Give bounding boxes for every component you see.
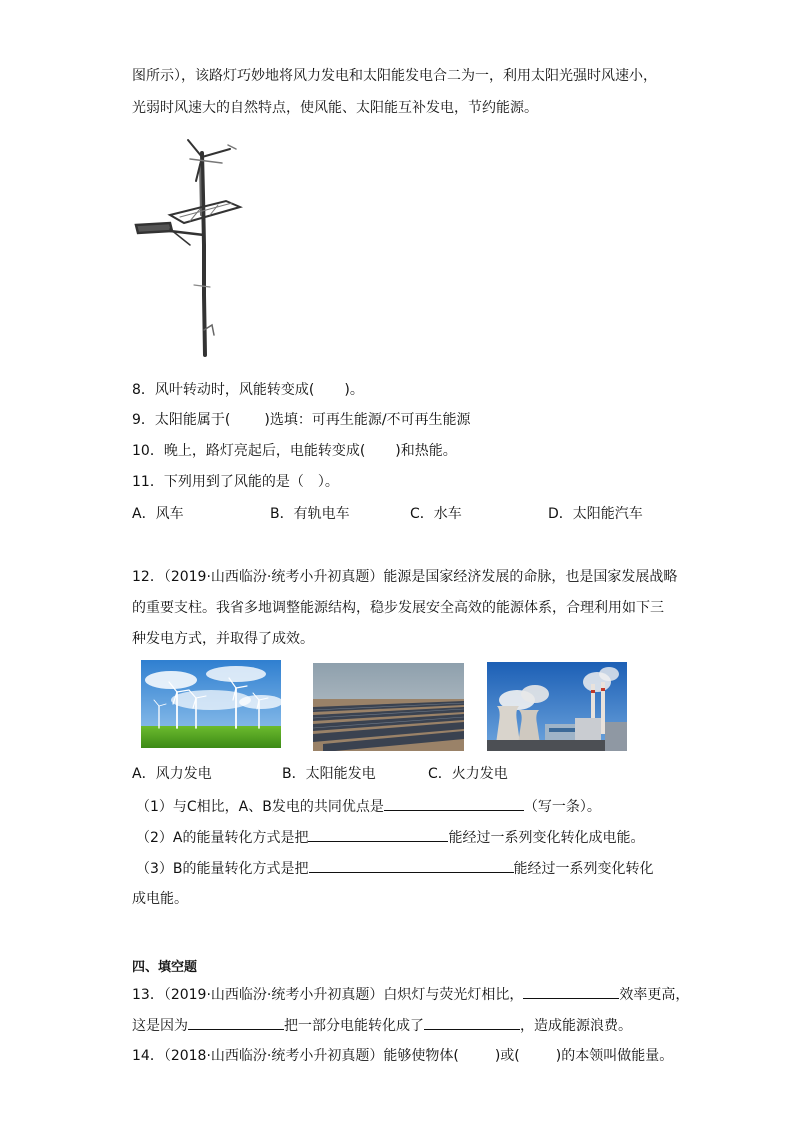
solar-power-photo (313, 663, 464, 751)
question-10-text-before: 10．晚上，路灯亮起后，电能转变成( (132, 443, 366, 459)
thermal-power-photo (487, 662, 627, 751)
question-9-text-after: )选填：可再生能源/不可再生能源 (264, 412, 471, 428)
question-13-text-before: 13．（2019·山西临汾·统考小升初真题）白炽灯与荧光灯相比， (132, 987, 524, 1003)
question-9-text-before: 9．太阳能属于( (132, 412, 231, 428)
question-11-option-d[interactable]: D．太阳能汽车 (548, 506, 643, 522)
question-12-sub-1-blank[interactable] (384, 796, 524, 811)
question-8 (132, 380, 364, 400)
question-13-blank-1[interactable] (523, 984, 619, 999)
question-14-text-before: 14．（2018·山西临汾·统考小升初真题）能够使物体( (132, 1048, 459, 1064)
question-13-line-2-before: 这是因为 (132, 1018, 188, 1034)
question-14-blank-1[interactable] (459, 1046, 495, 1060)
question-8-blank[interactable] (314, 380, 344, 394)
question-11-stem: 11．下列用到了风能的是（ ）。 (132, 474, 339, 490)
question-13-blank-2[interactable] (188, 1015, 284, 1030)
question-12-line-1: 12．（2019·山西临汾·统考小升初真题）能源是国家经济发展的命脉，也是国家发展战略 (132, 569, 678, 585)
question-12-sub-3-blank[interactable] (309, 858, 514, 873)
question-14 (132, 1046, 673, 1066)
question-12-line-3: 种发电方式，并取得了成效。 (132, 631, 314, 647)
question-13-line-2-after: ，造成能源浪费。 (520, 1018, 632, 1034)
question-12-sub-3-text-before: （3）B的能量转化方式是把 (136, 861, 309, 877)
wind-power-label: A．风力发电 (132, 766, 212, 782)
question-12-sub-2-blank[interactable] (308, 827, 448, 842)
question-10-text-after: )和热能。 (395, 443, 457, 459)
question-8-text-after: )。 (344, 382, 364, 398)
question-14-text-after: )的本领叫做能量。 (555, 1048, 674, 1064)
question-13-line-1 (132, 984, 689, 1005)
thermal-power-label: C．火力发电 (428, 766, 508, 782)
question-13-line-2-mid: 把一部分电能转化成了 (284, 1018, 424, 1034)
question-12-sub-3-line-2: 成电能。 (132, 891, 188, 907)
question-9 (132, 410, 471, 430)
question-12-sub-1 (136, 796, 601, 817)
question-10 (132, 441, 457, 461)
question-12-sub-1-text-after: （写一条）。 (523, 799, 601, 815)
question-12-sub-2-text-after: 能经过一系列变化转化成电能。 (448, 830, 645, 846)
question-10-blank[interactable] (365, 441, 395, 455)
question-8-text-before: 8．风叶转动时，风能转变成( (132, 382, 315, 398)
intro-line-1: 图所示），该路灯巧妙地将风力发电和太阳能发电合二为一，利用太阳光强时风速小， (132, 68, 657, 84)
question-12-sub-2-text-before: （2）A的能量转化方式是把 (136, 830, 309, 846)
question-12-sub-3-text-after: 能经过一系列变化转化 (513, 861, 654, 877)
question-11-option-b[interactable]: B．有轨电车 (270, 506, 350, 522)
question-14-blank-2[interactable] (520, 1046, 556, 1060)
wind-solar-streetlamp-figure (130, 135, 245, 360)
question-13-text-after: 效率更高， (619, 987, 690, 1003)
question-13-line-2 (132, 1015, 632, 1036)
question-12-sub-1-text-before: （1）与C相比，A、B发电的共同优点是 (136, 799, 384, 815)
question-13-blank-3[interactable] (424, 1015, 520, 1030)
question-12-sub-3 (136, 858, 654, 879)
question-12-line-2: 的重要支柱。我省多地调整能源结构，稳步发展安全高效的能源体系，合理利用如下三 (132, 600, 664, 616)
question-14-text-mid: )或( (494, 1048, 520, 1064)
solar-power-label: B．太阳能发电 (282, 766, 376, 782)
wind-power-photo (141, 660, 281, 748)
question-9-blank[interactable] (230, 410, 264, 424)
section-4-title: 四、填空题 (132, 960, 198, 975)
question-12-sub-2 (136, 827, 644, 848)
question-11-option-a[interactable]: A．风车 (132, 506, 184, 522)
intro-line-2: 光弱时风速大的自然特点，使风能、太阳能互补发电，节约能源。 (132, 100, 538, 116)
question-11-option-c[interactable]: C．水车 (410, 506, 462, 522)
